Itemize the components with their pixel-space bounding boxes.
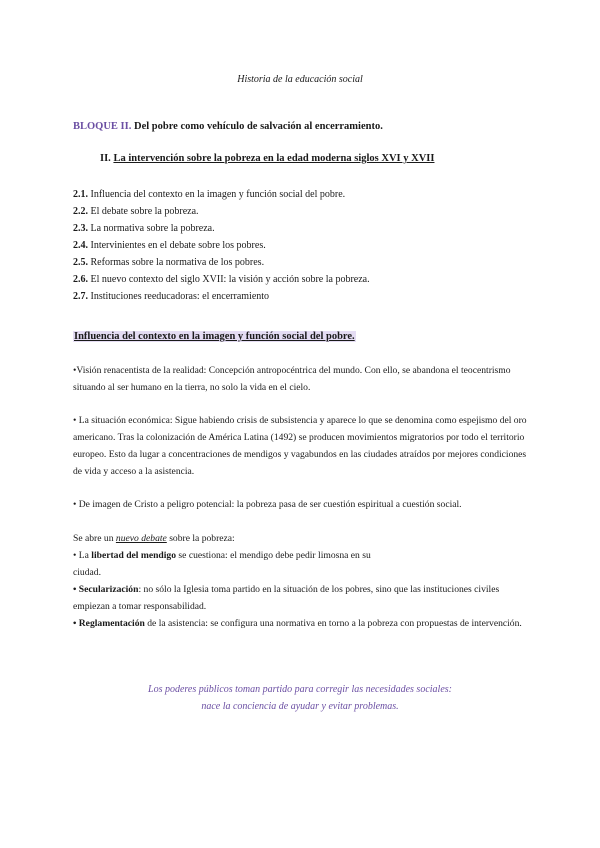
toc-item-text: Intervinientes en el debate sobre los pobres.	[90, 240, 266, 251]
debate-intro-after: sobre la pobreza:	[166, 533, 235, 544]
paragraph-situacion-economica: • La situación económica: Sigue habiendo crisis de subsistencia y aparece lo que se denomina como espejismo del oro americano. Tras la colonización de América Latina (1492) se producen movimientos migratorios por todo el territorio europeo. Esto da lugar a concentraciones de mendigos y vagabundos en las ciudades atraídos por mejores condiciones de vida y acceso a la asistencia.	[73, 415, 527, 477]
toc-item	[73, 186, 370, 203]
subtitle-title: La intervención sobre la pobreza en la edad moderna siglos XVI y XVII	[113, 153, 435, 164]
subtitle-number: II.	[100, 153, 111, 164]
toc-item	[73, 271, 370, 288]
debate-item2-rest: : no sólo la Iglesia toma partido en la situación de los pobres, sino que las instituciones civiles empiezan a tomar responsabilidad.	[73, 584, 500, 612]
quote-line-2: nace la conciencia de ayudar y evitar problemas.	[201, 701, 399, 712]
section-heading: Influencia del contexto en la imagen y función social del pobre.	[74, 331, 355, 342]
toc-item-text: El debate sobre la pobreza.	[90, 206, 199, 217]
toc-item-number: 2.6.	[73, 274, 88, 285]
table-of-contents	[73, 186, 370, 305]
debate-item1-continuation: ciudad.	[73, 567, 101, 578]
page-header-title: Historia de la educación social	[237, 74, 363, 85]
debate-item-libertad	[73, 547, 535, 564]
closing-quote	[0, 681, 600, 715]
toc-item-number: 2.3.	[73, 223, 88, 234]
debate-item1-bold: libertad del mendigo	[91, 550, 177, 561]
debate-item-secularizacion	[73, 581, 535, 615]
toc-item-text: Influencia del contexto en la imagen y función social del pobre.	[90, 189, 346, 200]
debate-item3-bold: • Reglamentación	[73, 618, 145, 629]
toc-item	[73, 237, 370, 254]
subtitle-heading	[100, 153, 434, 164]
bloque-title: Del pobre como vehículo de salvación al encerramiento.	[133, 121, 383, 132]
toc-item-number: 2.4.	[73, 240, 88, 251]
debate-intro	[73, 530, 535, 547]
toc-item-number: 2.5.	[73, 257, 88, 268]
toc-item-text: La normativa sobre la pobreza.	[90, 223, 215, 234]
debate-item3-rest: de la asistencia: se configura una normativa en torno a la pobreza con propuestas de intervención.	[144, 618, 522, 629]
bloque-heading	[73, 121, 383, 132]
toc-item-number: 2.1.	[73, 189, 88, 200]
toc-item-text: El nuevo contexto del siglo XVII: la visión y acción sobre la pobreza.	[90, 274, 370, 285]
paragraph-renacentista: •Visión renacentista de la realidad: Concepción antropocéntrica del mundo. Con ello, se abandona el teocentrismo situando al ser humano en la tierra, no solo la vida en el cielo.	[73, 365, 511, 393]
bloque-label: BLOQUE II.	[73, 121, 132, 132]
toc-item-number: 2.2.	[73, 206, 88, 217]
toc-item-text: Reformas sobre la normativa de los pobres.	[90, 257, 265, 268]
toc-item	[73, 203, 370, 220]
toc-item	[73, 220, 370, 237]
debate-item2-bold: • Secularización	[73, 584, 139, 595]
toc-item	[73, 254, 370, 271]
quote-line-1: Los poderes públicos toman partido para corregir las necesidades sociales:	[148, 684, 452, 695]
paragraph-imagen-cristo: • De imagen de Cristo a peligro potencial: la pobreza pasa de ser cuestión espiritual a cuestión social.	[73, 499, 462, 510]
toc-item-text: Instituciones reeducadoras: el encerramiento	[90, 291, 270, 302]
debate-item-reglamentacion	[73, 615, 535, 632]
debate-item1-rest: se cuestiona: el mendigo debe pedir limosna en su	[176, 550, 371, 561]
toc-item	[73, 288, 370, 305]
toc-item-number: 2.7.	[73, 291, 88, 302]
debate-intro-before: Se abre un	[73, 533, 116, 544]
debate-block	[73, 530, 535, 632]
debate-item1-prefix: • La	[73, 550, 92, 561]
debate-intro-emphasis: nuevo debate	[115, 533, 167, 544]
